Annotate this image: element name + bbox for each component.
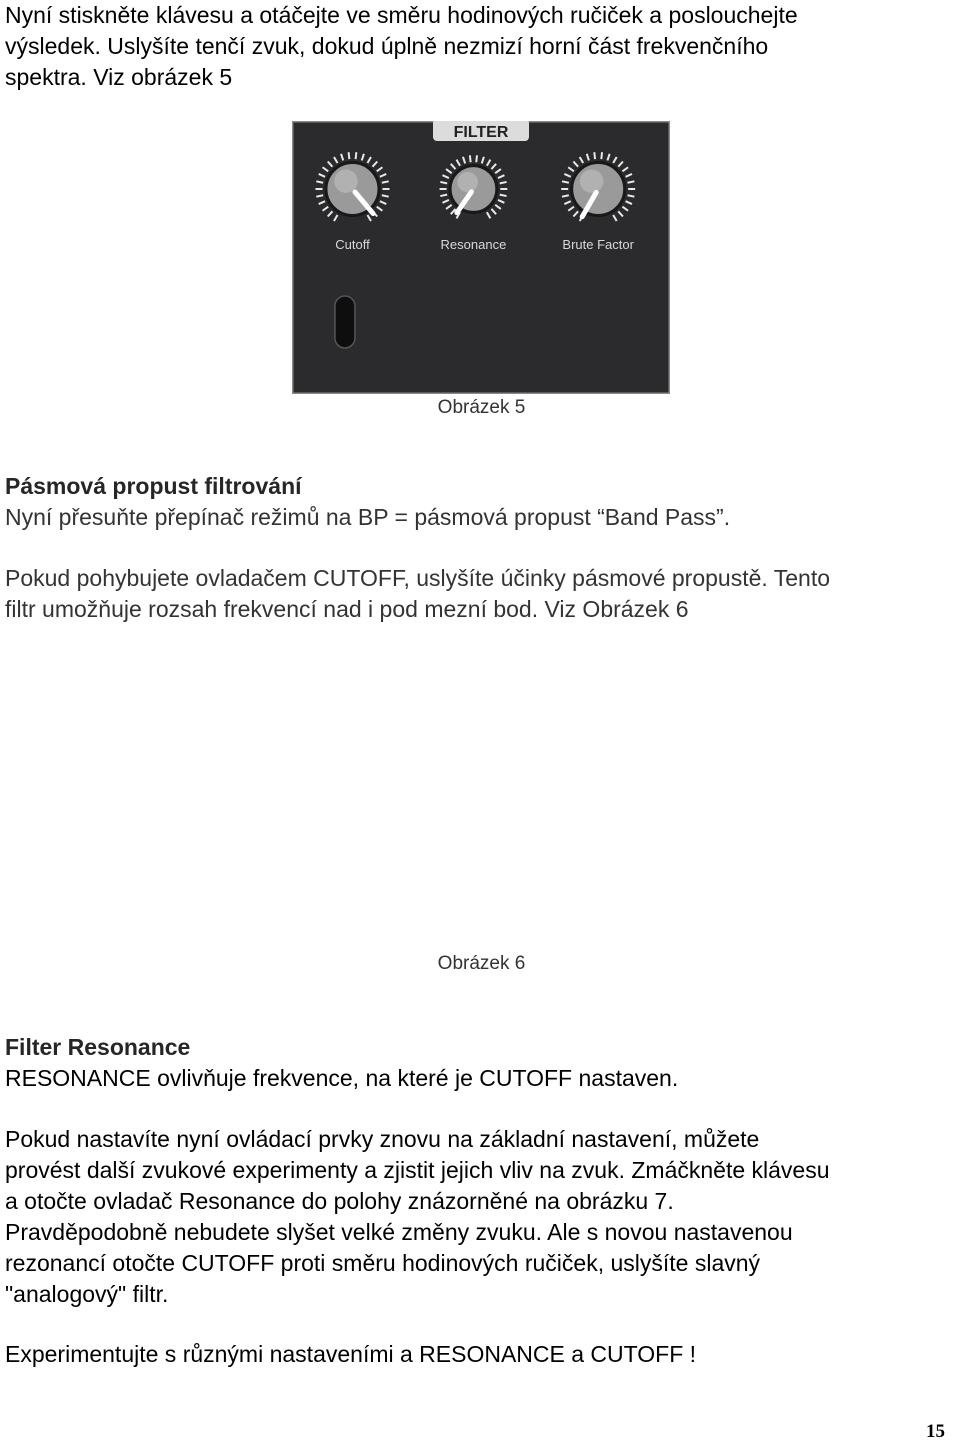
brute-factor-knob-highlight xyxy=(580,170,603,193)
filter-panel-figure-5 xyxy=(292,121,670,394)
resonance-experiment-paragraph: Pokud nastavíte nyní ovládací prvky znovu na základní nastavení, můžete provést další zvukové experimenty a zjistit jejich vliv na zvuk. Zmáčkněte klávesu a otočte ovladač Resonance do polohy znázorněné na obrázku 7. Pravděpodobně nebudete slyšet velké změny zvuku. Ale s novou nastavenou rezonancí otočte CUTOFF proti směru hodinových ručiček, uslyšíte slavný "analogový" filtr. xyxy=(5,1126,830,1307)
resonance-knob-tick xyxy=(470,155,471,162)
cutoff-knob-tick xyxy=(382,181,389,182)
resonance-heading: Filter Resonance xyxy=(5,1034,191,1060)
page-number: 15 xyxy=(926,1421,945,1442)
bandpass-effect-paragraph: Pokud pohybujete ovladačem CUTOFF, uslyšíte účinky pásmové propustě. Tento filtr umožňuje rozsah frekvencí nad i pod mezní bod. Viz Obrázek 6 xyxy=(5,565,831,622)
bandpass-move-paragraph: Nyní přesuňte přepínač režimů na BP = pásmová propust “Band Pass”. xyxy=(5,504,731,530)
cutoff-knob-highlight xyxy=(334,170,357,193)
brute-factor-knob-tick xyxy=(628,181,635,182)
cutoff-knob-tick xyxy=(356,152,357,159)
bandpass-heading: Pásmová propust filtrování xyxy=(5,473,302,499)
resonance-knob-label: Resonance xyxy=(440,237,507,252)
mode-switch xyxy=(335,296,355,348)
cutoff-knob-tick xyxy=(316,181,323,182)
resonance-knob-highlight xyxy=(457,172,478,193)
brute-factor-knob-tick xyxy=(594,152,595,159)
brute-factor-knob-tick xyxy=(601,152,602,159)
cutoff-knob-label: Cutoff xyxy=(335,237,370,252)
brute-factor-knob-tick xyxy=(562,195,569,196)
filter-panel-figure-6 xyxy=(290,654,674,950)
figure-5-caption: Obrázek 5 xyxy=(437,397,526,418)
cutoff-knob-tick xyxy=(382,195,389,196)
resonance-knob-tick xyxy=(440,182,447,183)
brute-factor-knob-tick xyxy=(628,195,635,196)
resonance-knob-tick xyxy=(476,155,477,162)
panel-title: FILTER xyxy=(453,124,509,141)
resonance-knob-tick xyxy=(500,195,507,196)
figure-6-caption: Obrázek 6 xyxy=(437,953,526,974)
resonance-knob-tick xyxy=(500,182,507,183)
resonance-description: RESONANCE ovlivňuje frekvence, na které je CUTOFF nastaven. xyxy=(5,1065,679,1091)
cutoff-knob-tick xyxy=(349,152,350,159)
brute-factor-knob-tick xyxy=(562,181,569,182)
resonance-knob-tick xyxy=(440,195,447,196)
closing-paragraph: Experimentujte s různými nastaveními a RESONANCE a CUTOFF ! xyxy=(5,1341,697,1367)
cutoff-knob-tick xyxy=(316,195,323,196)
intro-paragraph: Nyní stiskněte klávesu a otáčejte ve směru hodinových ručiček a poslouchejte výsledek. Uslyšíte tenčí zvuk, dokud úplně nezmizí horní část frekvenčního spektra. Viz obrázek 5 xyxy=(5,2,798,90)
brute-factor-knob-label: Brute Factor xyxy=(562,237,634,252)
